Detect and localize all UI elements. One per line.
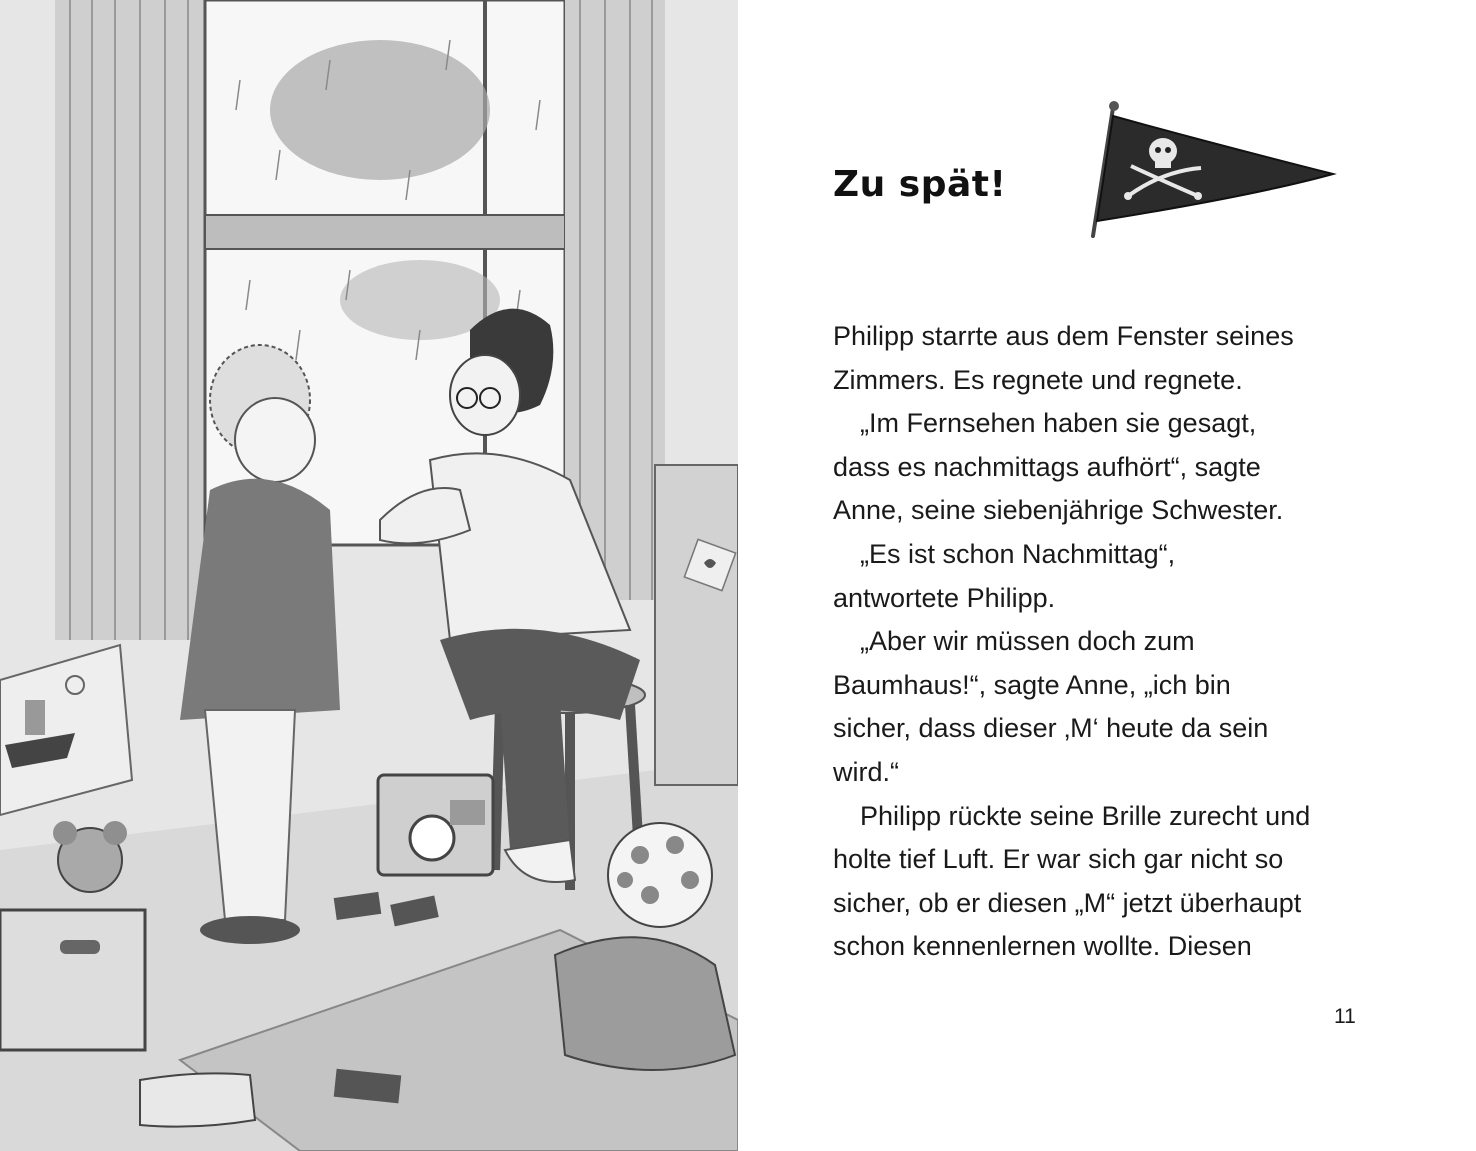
left-curtain [55,0,205,640]
text-line: Zimmers. Es regnete und regnete. [833,364,1243,395]
text-line: dass es nachmittags aufhört“, sagte [833,451,1261,482]
chapter-title: Zu spät! [833,164,1007,205]
text-line: holte tief Luft. Er war sich gar nicht so [833,844,1284,875]
text-line: antwortete Philipp. [833,582,1056,613]
text-line: „Es ist schon Nachmittag“, [833,538,1176,569]
pirate-flag-icon [1083,96,1343,246]
radio [378,775,493,875]
text-line: Baumhaus!“, sagte Anne, „ich bin [833,669,1231,700]
text-page [738,0,1476,1151]
text-line: wird.“ [833,756,899,787]
text-line: „Aber wir müssen doch zum [833,626,1195,657]
ball [608,823,712,927]
text-line: „Im Fernsehen haben sie gesagt, [833,408,1257,439]
text-line: sicher, dass dieser ‚M‘ heute da sein [833,713,1269,744]
text-line: Philipp rückte seine Brille zurecht und [833,800,1311,831]
text-line: sicher, ob er diesen „M“ jetzt überhaupt [833,887,1302,918]
text-line: Philipp starrte aus dem Fenster seines [833,321,1294,351]
text-line: Anne, seine siebenjährige Schwester. [833,495,1284,526]
page-number: 11 [1334,1005,1356,1028]
text-line: schon kennenlernen wollte. Diesen [833,931,1252,962]
story-text [833,315,1433,969]
